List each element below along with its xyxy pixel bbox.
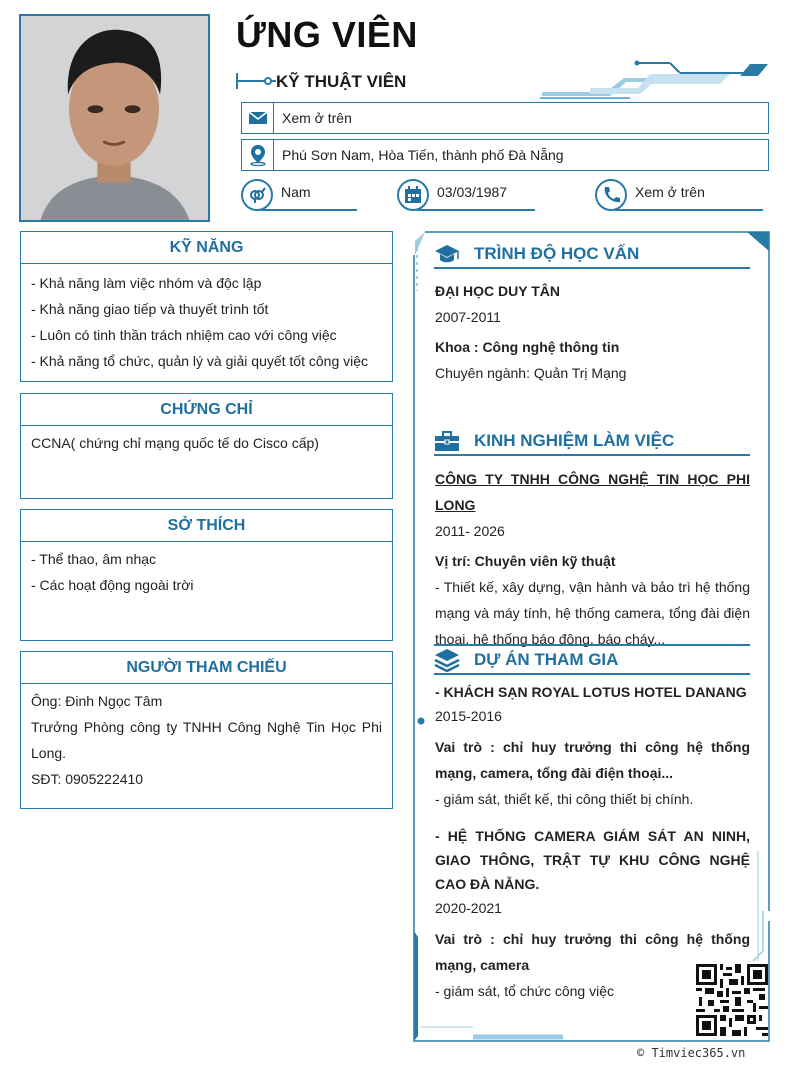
- certificate-item: CCNA( chứng chỉ mạng quốc tế do Cisco cấp): [31, 435, 319, 451]
- projects-content: [435, 680, 750, 1004]
- experience-content: [435, 466, 750, 652]
- education-title: TRÌNH ĐỘ HỌC VẤN: [474, 244, 640, 263]
- job-title: KỸ THUẬT VIÊN: [276, 72, 407, 91]
- project-desc: - giám sát, thiết kế, thi công thiết bị chính.: [435, 791, 694, 807]
- experience-heading: [434, 428, 750, 456]
- projects-heading: [434, 644, 750, 675]
- project-name: - HỆ THỐNG CAMERA GIÁM SÁT AN NINH, GIAO THÔNG, TRẬT TỰ KHU CÔNG NGHỆ CAO ĐÀ NẴNG.: [435, 828, 750, 892]
- project-role: Vai trò : chỉ huy trưởng thi công hệ thống mạng, camera: [435, 931, 750, 973]
- skill-item: - Luôn có tinh thần trách nhiệm cao với công việc: [31, 327, 337, 343]
- hobby-item: - Thể thao, âm nhạc: [31, 551, 157, 567]
- graduation-cap-icon: [434, 243, 460, 265]
- skill-item: - Khả năng tổ chức, quản lý và giải quyết tốt công việc: [31, 353, 369, 369]
- envelope-icon: [248, 111, 268, 125]
- education-faculty: Khoa : Công nghệ thông tin: [435, 339, 620, 355]
- address-value: Phú Sơn Nam, Hòa Tiến, thành phố Đà Nẵng: [282, 147, 564, 163]
- education-content: [435, 278, 750, 386]
- candidate-name: ỨNG VIÊN: [236, 14, 418, 55]
- calendar-icon: [404, 186, 422, 204]
- skill-item: - Khả năng làm việc nhóm và độc lập: [31, 275, 262, 291]
- education-heading: [434, 241, 750, 269]
- education-years: 2007-2011: [435, 309, 501, 325]
- project-role: Vai trò : chỉ huy trưởng thi công hệ thống mạng, camera, tổng đài điện thoại...: [435, 739, 750, 781]
- projects-title: DỰ ÁN THAM GIA: [474, 649, 619, 669]
- experience-years: 2011- 2026: [435, 523, 505, 539]
- phone-item: [595, 178, 705, 212]
- skill-item: - Khả năng giao tiếp và thuyết trình tốt: [31, 301, 269, 317]
- experience-position: Vị trí: Chuyên viên kỹ thuật: [435, 553, 616, 569]
- certificates-heading: CHỨNG CHỈ: [21, 394, 392, 426]
- skills-section: [20, 231, 393, 382]
- title-decor-dot: [264, 77, 272, 85]
- gender-item: [241, 178, 311, 212]
- references-section: [20, 651, 393, 809]
- reference-position: Trưởng Phòng công ty TNHH Công Nghệ Tin Học Phi Long.: [31, 719, 382, 761]
- copyright-text: © Timviec365.vn: [637, 1046, 746, 1060]
- project-years: 2015-2016: [435, 708, 502, 724]
- profile-photo: [19, 14, 210, 222]
- project-desc: - giám sát, tổ chức công việc: [435, 983, 614, 999]
- header-decoration: [540, 60, 770, 100]
- phone-icon: [602, 186, 620, 204]
- gender-icon: [248, 186, 266, 204]
- email-row: [241, 102, 769, 134]
- company-name: CÔNG TY TNHH CÔNG NGHỆ TIN HỌC PHI LONG: [435, 471, 750, 513]
- education-major: Chuyên ngành: Quản Trị Mạng: [435, 365, 627, 381]
- hobbies-section: [20, 509, 393, 641]
- reference-name: Ông: Đinh Ngọc Tâm: [31, 693, 163, 709]
- project-years: 2020-2021: [435, 900, 502, 916]
- briefcase-icon: [434, 430, 460, 452]
- gender-value: Nam: [281, 184, 311, 200]
- layers-icon: [434, 648, 460, 672]
- birthday-value: 03/03/1987: [437, 184, 508, 200]
- references-heading: NGƯỜI THAM CHIẾU: [21, 652, 392, 684]
- birthday-item: [397, 178, 508, 212]
- experience-description: - Thiết kế, xây dựng, vận hành và bảo trì hệ thống mạng và máy tính, hệ thống camera, tổng đài điện thoại, hệ thống báo động, báo cháy...: [435, 579, 750, 647]
- address-row: [241, 139, 769, 171]
- location-pin-icon: [249, 144, 267, 166]
- school-name: ĐẠI HỌC DUY TÂN: [435, 283, 560, 299]
- skills-heading: KỸ NĂNG: [21, 232, 392, 264]
- hobbies-heading: SỞ THÍCH: [21, 510, 392, 542]
- person-photo-icon: [21, 16, 208, 220]
- project-name: - KHÁCH SẠN ROYAL LOTUS HOTEL DANANG: [435, 684, 747, 700]
- hobby-item: - Các hoạt động ngoài trời: [31, 577, 194, 593]
- reference-phone: SĐT: 0905222410: [31, 771, 144, 787]
- email-value: Xem ở trên: [282, 110, 352, 126]
- certificates-section: [20, 393, 393, 499]
- qr-code-icon: [696, 964, 768, 1036]
- phone-value: Xem ở trên: [635, 184, 705, 200]
- experience-title: KINH NGHIỆM LÀM VIỆC: [474, 431, 675, 450]
